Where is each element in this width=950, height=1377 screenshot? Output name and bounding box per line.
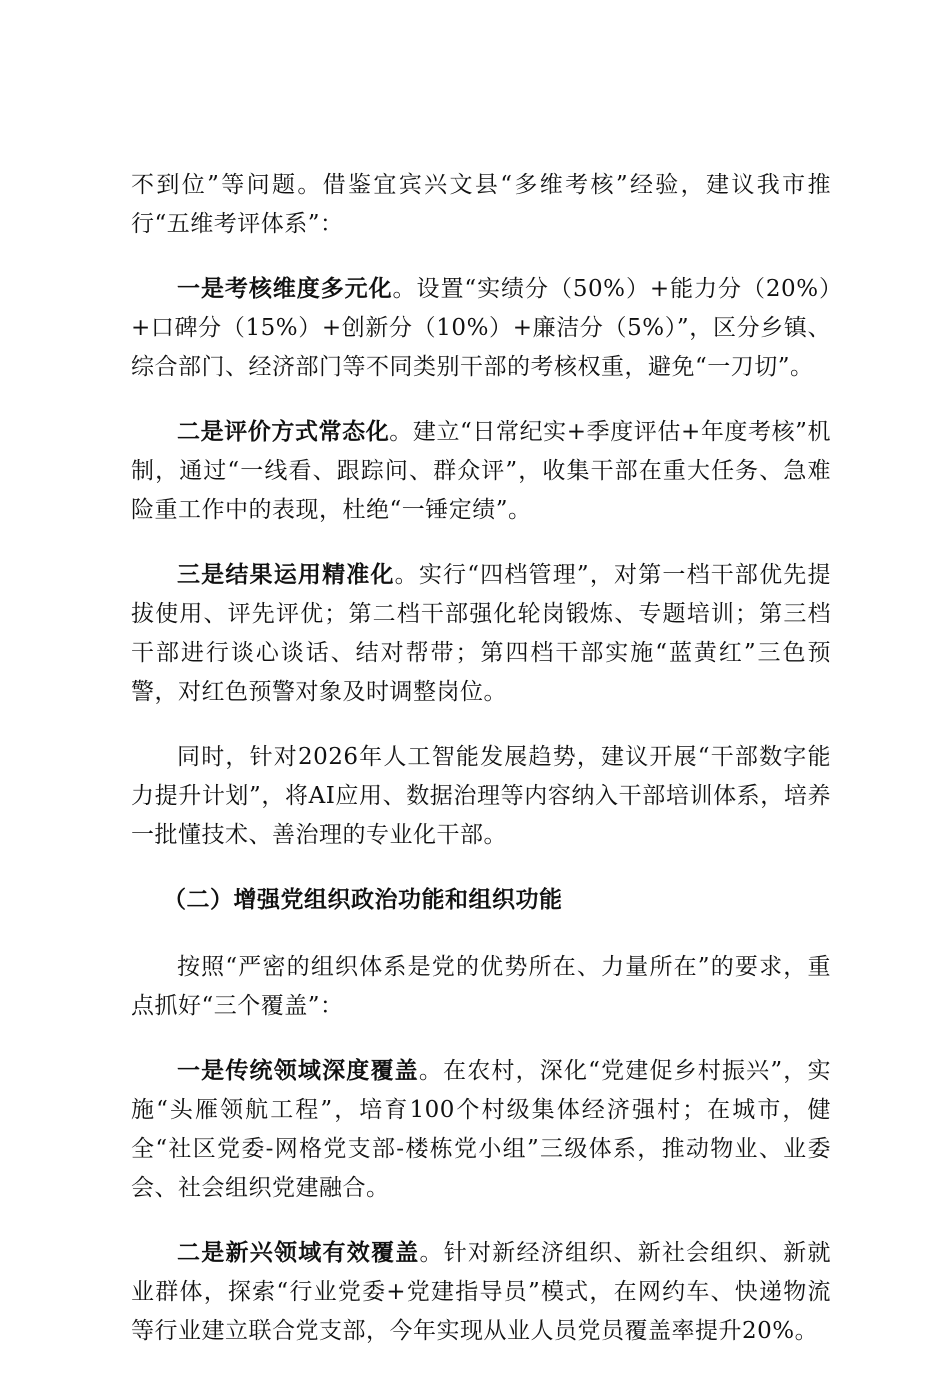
paragraph-lead: 一是传统领域深度覆盖 xyxy=(177,1058,419,1084)
paragraph-emerging-coverage xyxy=(131,1234,831,1351)
paragraph-body: 。设置“实绩分（50%）+能力分（20%）+口碑分（15%）+创新分（10%）+廉洁分（5%）”，区分乡镇、综合部门、经济部门等不同类别干部的考核权重，避免“一刀切”。 xyxy=(131,276,831,380)
document-page xyxy=(131,166,831,1377)
paragraph-digital-capability: 同时，针对2026年人工智能发展趋势，建议开展“干部数字能力提升计划”，将AI应用、数据治理等内容纳入干部培训体系，培养一批懂技术、善治理的专业化干部。 xyxy=(131,744,831,848)
paragraph-body: 。实行“四档管理”，对第一档干部优先提拔使用、评先评优；第二档干部强化轮岗锻炼、专题培训；第三档干部进行谈心谈话、结对帮带；第四档干部实施“蓝黄红”三色预警，对红色预警对象及时调整岗位。 xyxy=(131,562,831,705)
paragraph-assessment-dimensions xyxy=(131,270,831,387)
section-heading: （二）增强党组织政治功能和组织功能 xyxy=(163,887,563,913)
paragraph-evaluation-method xyxy=(131,413,831,530)
paragraph-lead: 三是结果运用精准化 xyxy=(177,562,395,588)
paragraph-body: 。在农村，深化“党建促乡村振兴”，实施“头雁领航工程”，培育100个村级集体经济强村；在城市，健全“社区党委-网格党支部-楼栋党小组”三级体系，推动物业、业委会、社会组织党建融合。 xyxy=(131,1058,831,1201)
paragraph-result-application xyxy=(131,556,831,712)
paragraph-body: 。建立“日常纪实+季度评估+年度考核”机制，通过“一线看、跟踪问、群众评”，收集干部在重大任务、急难险重工作中的表现，杜绝“一锤定绩”。 xyxy=(131,419,832,523)
paragraph-traditional-coverage xyxy=(131,1052,831,1208)
paragraph-continuation: 不到位”等问题。借鉴宜宾兴文县“多维考核”经验，建议我市推行“五维考评体系”： xyxy=(131,172,831,237)
paragraph-body: 。针对新经济组织、新社会组织、新就业群体，探索“行业党委+党建指导员”模式，在网约车、快递物流等行业建立联合党支部，今年实现从业人员党员覆盖率提升20%。 xyxy=(131,1240,831,1344)
paragraph-lead: 二是新兴领域有效覆盖 xyxy=(177,1240,420,1266)
paragraph-lead: 二是评价方式常态化 xyxy=(177,419,390,445)
paragraph-three-coverages-intro: 按照“严密的组织体系是党的优势所在、力量所在”的要求，重点抓好“三个覆盖”： xyxy=(131,954,831,1019)
paragraph-lead: 一是考核维度多元化 xyxy=(177,276,393,302)
